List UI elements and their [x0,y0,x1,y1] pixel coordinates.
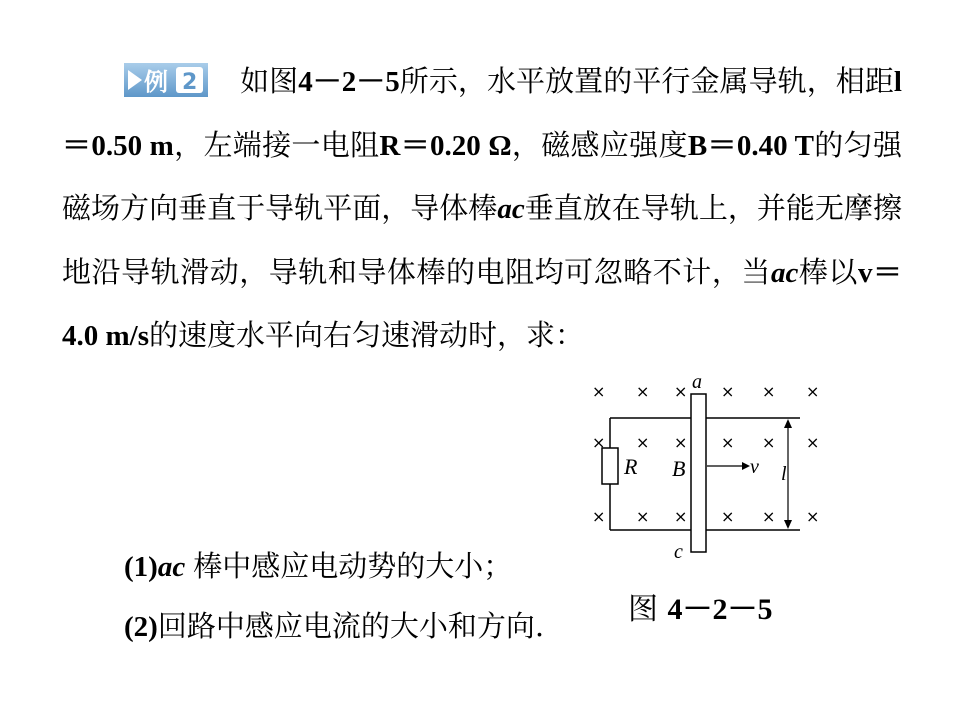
field-cross-3: × [674,382,688,401]
conductor-rod [691,394,706,552]
text-7: 棒以 [798,254,858,289]
field-cross-15: × [674,507,688,526]
caption-number: 4－2－5 [667,593,773,626]
rod-end-a-label: a [692,371,702,393]
rod-name-1: ac [497,193,525,225]
velocity-arrowhead [742,462,750,470]
r-value: R＝0.20 Ω [379,129,512,162]
figure-caption [628,584,773,628]
q2-text: 回路中感应电流的大小和方向. [157,609,545,643]
q2-number: (2) [124,611,158,643]
width-label: l [781,463,787,485]
text-6: 垂直放在导轨上，并能无摩擦地沿导轨滑动，导轨和导体棒的电阻均可忽略不计，当 [62,191,902,289]
field-cross-5: × [762,382,776,401]
field-cross-10: × [721,433,735,452]
rod-name-2: ac [770,256,799,289]
field-cross-4: × [721,382,735,401]
field-cross-1: × [592,382,606,401]
b-value: B＝0.40 T [687,129,814,162]
field-cross-11: × [762,433,776,452]
q1-text: 棒中感应电动势的大小； [193,549,513,583]
field-cross-2: × [636,382,650,401]
field-cross-13: × [592,507,606,526]
velocity-label: v [750,456,759,478]
field-cross-14: × [636,507,650,526]
rod-end-c-label: c [674,541,683,563]
field-cross-16: × [721,507,735,526]
figure-ref: 4－2－5 [298,66,400,98]
problem-text [62,50,902,368]
resistor [602,448,618,484]
question-1 [124,546,512,587]
text-1: 如图 [240,64,299,98]
example-badge [124,56,208,96]
field-cross-7: × [592,433,606,452]
field-cross-8: × [636,433,650,452]
field-cross-17: × [762,507,776,526]
field-label: B [672,456,686,481]
width-arrow-up [784,419,792,428]
l-value: l＝0.50 m [62,66,902,162]
circuit-figure [582,370,832,570]
text-5: 的匀强磁场方向垂直于导轨平面，导体棒 [62,127,902,225]
text-2: 所示，水平放置的平行金属导轨，相距 [399,64,894,98]
example-badge-icon [124,63,208,97]
question-2 [124,606,544,647]
resistor-label: R [624,454,638,479]
svg-text:例: 例 [144,68,168,96]
field-cross-18: × [806,507,820,526]
width-arrow-down [784,520,792,529]
q1-variable: ac [157,551,186,583]
field-cross-12: × [806,433,820,452]
field-cross-6: × [806,382,820,401]
text-3: ，左端接一电阻 [173,127,380,162]
v-value: v＝4.0 m/s [62,256,902,352]
text-8: 的速度水平向右匀速滑动时，求： [149,318,585,352]
q1-number: (1) [124,551,158,583]
field-cross-9: × [674,433,688,452]
caption-prefix: 图 [628,592,658,627]
text-4: ，磁感应强度 [511,127,688,162]
svg-text:2: 2 [182,70,198,95]
